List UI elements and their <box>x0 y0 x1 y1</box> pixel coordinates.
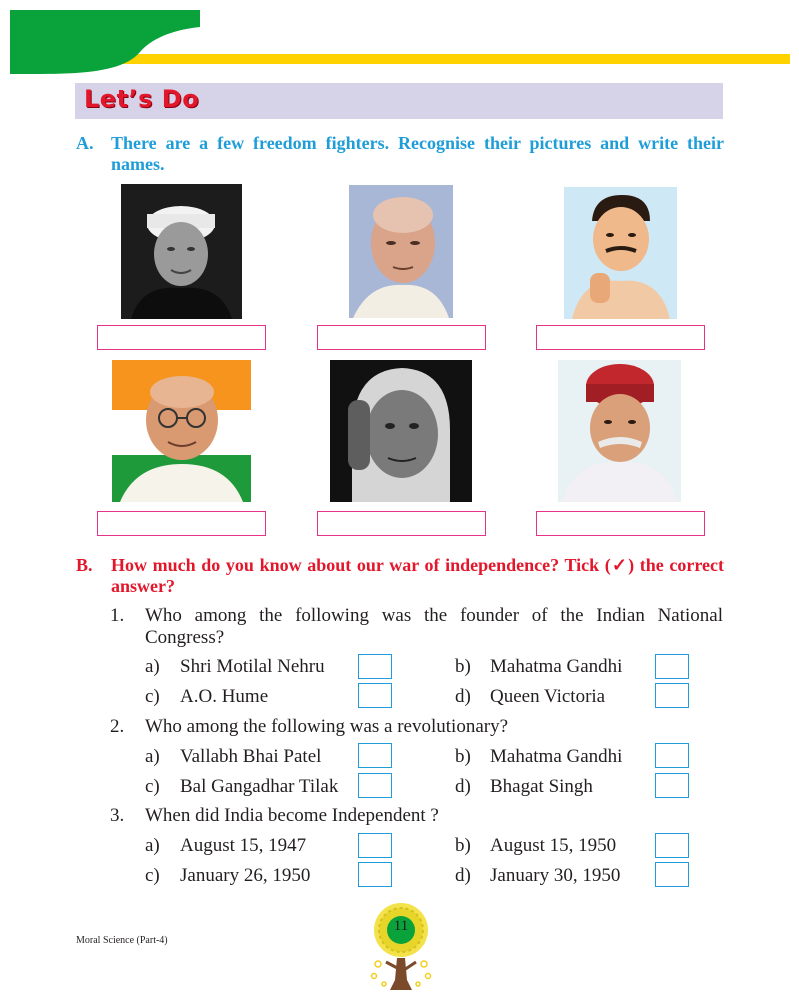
question-2-text: Who among the following was a revolutionary? <box>145 716 509 737</box>
q2-option-d-text: Bhagat Singh <box>490 776 593 797</box>
q2-option-a-text: Vallabh Bhai Patel <box>180 746 322 767</box>
q3-option-c-letter: c) <box>145 865 160 886</box>
question-1-number: 1. <box>110 605 125 626</box>
q2-option-d-tick-box[interactable] <box>655 773 689 798</box>
page-heading: Let’s Do <box>84 85 200 113</box>
q3-option-a-letter: a) <box>145 835 160 856</box>
section-b-text: How much do you know about our war of independence? Tick (✓) the correct answer? <box>111 555 724 596</box>
page-number-tree-icon <box>360 900 442 994</box>
q3-option-d-tick-box[interactable] <box>655 862 689 887</box>
answer-box-6[interactable] <box>536 511 705 536</box>
q3-option-d-letter: d) <box>455 865 471 886</box>
section-a-letter: A. <box>76 133 94 153</box>
q1-option-d-text: Queen Victoria <box>490 686 606 707</box>
q3-option-c-tick-box[interactable] <box>358 862 392 887</box>
q2-option-a-letter: a) <box>145 746 160 767</box>
q3-option-a-text: August 15, 1947 <box>180 835 307 856</box>
q3-option-c-text: January 26, 1950 <box>180 865 311 886</box>
portrait-young-mustached-revolutionary <box>564 187 677 319</box>
q1-option-b-letter: b) <box>455 656 471 677</box>
question-3-text: When did India become Independent ? <box>145 805 439 826</box>
q1-option-a-text: Shri Motilal Nehru <box>180 656 325 677</box>
q3-option-b-tick-box[interactable] <box>655 833 689 858</box>
section-a-text: There are a few freedom fighters. Recognise their pictures and write their names. <box>111 133 724 174</box>
q2-option-b-text: Mahatma Gandhi <box>490 746 623 767</box>
answer-box-4[interactable] <box>97 511 266 536</box>
q2-option-c-letter: c) <box>145 776 160 797</box>
answer-box-5[interactable] <box>317 511 486 536</box>
q1-option-a-tick-box[interactable] <box>358 654 392 679</box>
portrait-red-turban-leader <box>558 360 681 502</box>
q3-option-b-letter: b) <box>455 835 471 856</box>
q1-option-b-tick-box[interactable] <box>655 654 689 679</box>
question-1-text: Who among the following was the founder of the Indian National Congress? <box>145 605 723 648</box>
q1-option-c-text: A.O. Hume <box>180 686 269 707</box>
q1-option-d-tick-box[interactable] <box>655 683 689 708</box>
q2-option-c-text: Bal Gangadhar Tilak <box>180 776 339 797</box>
q3-option-a-tick-box[interactable] <box>358 833 392 858</box>
portrait-white-cap-leader <box>121 184 242 319</box>
portrait-woman-leader <box>330 360 472 502</box>
answer-box-2[interactable] <box>317 325 486 350</box>
top-banner-decoration <box>0 0 799 80</box>
question-3-number: 3. <box>110 805 125 826</box>
question-2-number: 2. <box>110 716 125 737</box>
q2-option-a-tick-box[interactable] <box>358 743 392 768</box>
q2-option-c-tick-box[interactable] <box>358 773 392 798</box>
section-a-instruction <box>76 133 724 175</box>
q2-option-d-letter: d) <box>455 776 471 797</box>
q3-option-b-text: August 15, 1950 <box>490 835 617 856</box>
answer-box-1[interactable] <box>97 325 266 350</box>
page-number: 11 <box>393 918 409 934</box>
q1-option-a-letter: a) <box>145 656 160 677</box>
q1-option-d-letter: d) <box>455 686 471 707</box>
q1-option-b-text: Mahatma Gandhi <box>490 656 623 677</box>
heading-bar <box>75 83 723 119</box>
footer-book-title: Moral Science (Part-4) <box>76 935 168 946</box>
section-b-letter: B. <box>76 555 93 575</box>
q2-option-b-letter: b) <box>455 746 471 767</box>
q1-option-c-letter: c) <box>145 686 160 707</box>
q2-option-b-tick-box[interactable] <box>655 743 689 768</box>
answer-box-3[interactable] <box>536 325 705 350</box>
portrait-bald-elder-leader <box>349 185 453 318</box>
q1-option-c-tick-box[interactable] <box>358 683 392 708</box>
portrait-spectacled-leader <box>112 360 251 502</box>
section-b-instruction <box>76 555 724 597</box>
q3-option-d-text: January 30, 1950 <box>490 865 621 886</box>
